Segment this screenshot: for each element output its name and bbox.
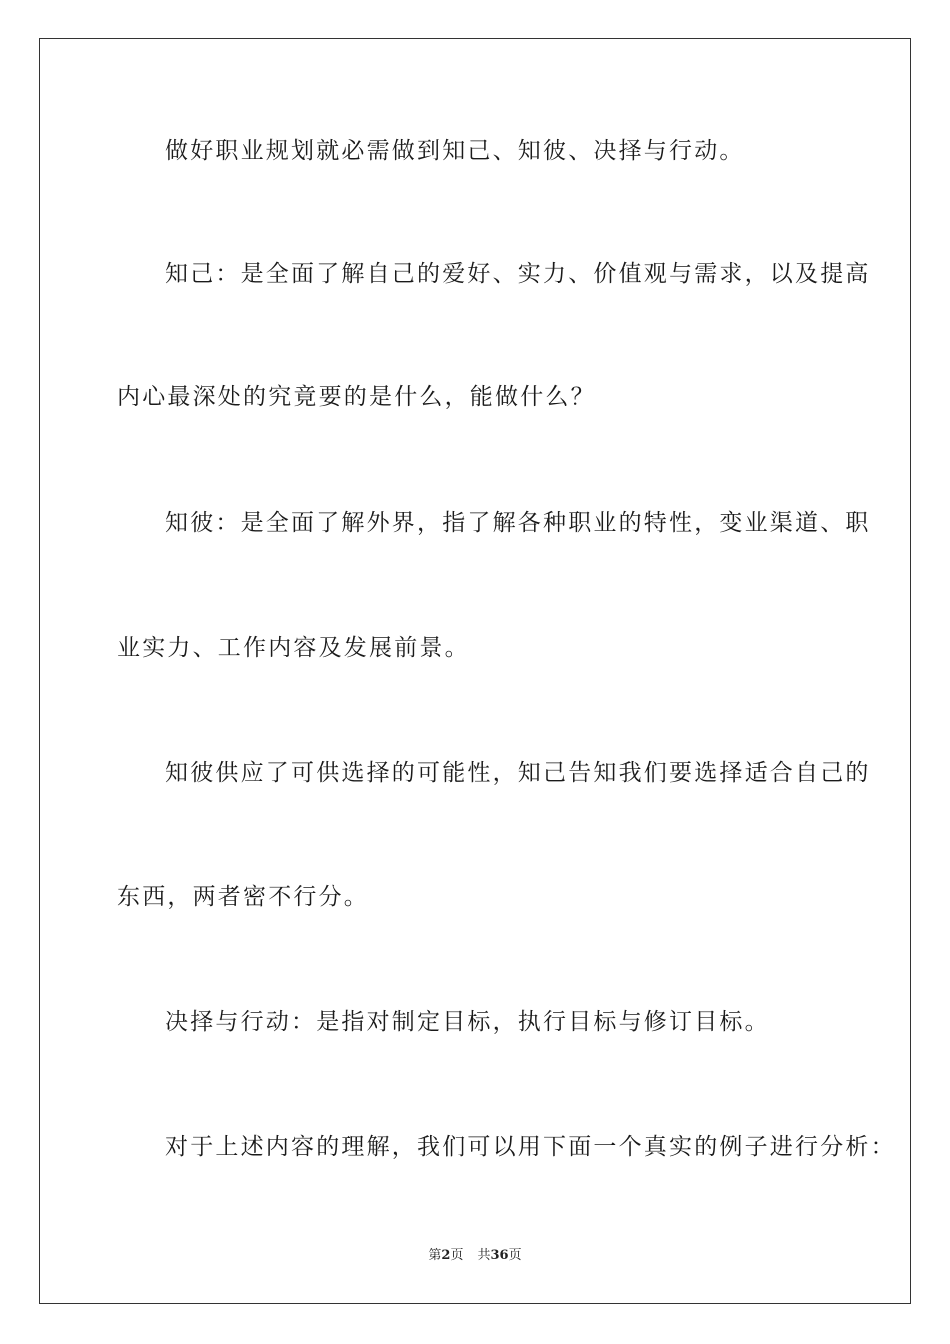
paragraph-line: 做好职业规划就必需做到知己、知彼、决择与行动。 xyxy=(165,138,745,164)
paragraph-line: 决择与行动：是指对制定目标，执行目标与修订目标。 xyxy=(165,1009,770,1035)
paragraph-line: 知彼供应了可供选择的可能性，知己告知我们要选择适合自己的 xyxy=(165,760,871,786)
page-prefix: 第 xyxy=(428,1248,442,1263)
paragraph-line: 东西，两者密不行分。 xyxy=(117,884,369,910)
total-prefix: 共 xyxy=(477,1248,491,1263)
page-frame xyxy=(39,38,911,1304)
page-number: 2 xyxy=(441,1248,451,1263)
total-suffix: 页 xyxy=(508,1248,522,1263)
paragraph-line: 内心最深处的究竟要的是什么，能做什么？ xyxy=(117,384,596,410)
paragraph-line: 知己：是全面了解自己的爱好、实力、价值观与需求，以及提高 xyxy=(165,261,871,287)
page-suffix: 页 xyxy=(450,1248,464,1263)
total-pages: 36 xyxy=(490,1248,509,1263)
paragraph-line: 知彼：是全面了解外界，指了解各种职业的特性，变业渠道、职 xyxy=(165,510,871,536)
paragraph-line: 对于上述内容的理解，我们可以用下面一个真实的例子进行分析： xyxy=(165,1134,896,1160)
page-footer xyxy=(0,1247,950,1265)
paragraph-line: 业实力、工作内容及发展前景。 xyxy=(117,635,470,661)
